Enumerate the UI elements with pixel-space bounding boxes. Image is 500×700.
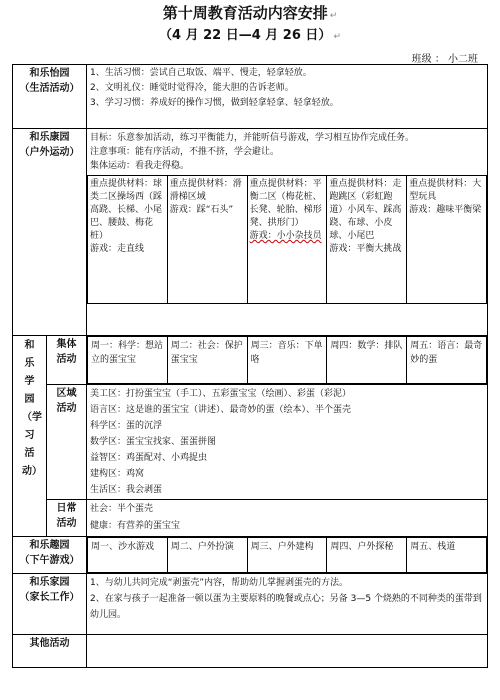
kangyuan-notice: 注意事项：能有序活动，不推不挤，学会避让。 [90,147,280,157]
kangyuan-group: 集体运动：看我走得稳。 [90,161,190,171]
day-cell: 周三：音乐：下单咯 [247,337,327,384]
day-cell: 周四：数学：排队 [327,337,407,384]
label-heyue: 和乐怡园 （生活活动） [13,65,87,129]
group-activity-days [87,336,488,385]
day-cell: 周三、户外建构 [247,538,327,573]
jiayuan-content [87,574,488,635]
area-item: 语言区：这是谁的蛋宝宝（讲述）、最奇妙的蛋（绘本）、半个蛋壳 [90,405,352,415]
kangyuan-content [87,129,488,336]
label-group-activity: 集体 活动 [47,336,87,385]
day-cell: 周四、户外探秘 [327,538,407,573]
daily-item: 社会：半个蛋壳 [90,504,154,514]
heyue-line: 3、学习习惯：养成好的操作习惯，做到轻拿轻拿、轻拿轻放。 [90,98,339,108]
area-activity-content [87,385,488,500]
label-jiayuan: 和乐家园 （家长工作） [13,574,87,635]
row-jiayuan [13,574,488,635]
group-days-grid [87,336,487,384]
day-cell: 周五：语言：最奇妙的蛋 [407,337,487,384]
day-cell: 周二、户外扮演 [167,538,247,573]
label-xueyuan: 和乐学园（学习活动） [13,336,47,537]
schedule-table [12,64,488,668]
quyuan-days [87,537,488,574]
heyue-line: 2、文明礼仪：睡觉时觉得冷，能大胆的告诉老师。 [90,83,294,93]
daily-activity-content [87,500,488,537]
material-cell: 重点提供材料：滑滑梯区域 游戏：踩“石头” [167,176,247,304]
kangyuan-goal: 目标：乐意参加活动，练习平衡能力，并能听信号游戏，学习相互协作完成任务。 [90,133,415,143]
row-xueyuan-daily [13,500,488,537]
day-cell: 周一：科学：想站立的蛋宝宝 [88,337,168,384]
label-quyuan: 和乐趣园 （下午游戏） [13,537,87,574]
area-item: 生活区：我会剥蛋 [90,485,163,495]
jiayuan-line: 1、与幼儿共同完成“剥蛋壳”内容，帮助幼儿掌握剥蛋壳的方法。 [90,578,349,588]
area-item: 数学区：蛋宝宝找家、蛋蛋拼图 [90,437,217,447]
material-cell: 重点提供材料：大型玩具 游戏：趣味平衡梁 [407,176,487,304]
material-cell: 重点提供材料：平衡二区（梅花桩、长凳、轮胎、梯形凳、拱形门） 游戏：小小杂技员 [247,176,327,304]
label-area-activity: 区域 活动 [47,385,87,500]
label-daily-activity: 日常 活动 [47,500,87,537]
page-subtitle: （4 月 22 日—4 月 26 日） ↵ [159,28,341,43]
row-other [13,635,488,668]
page-title: 第十周教育活动内容安排 ↵ [162,4,338,22]
quyuan-days-grid [87,537,487,573]
daily-item: 健康：有营养的蛋宝宝 [90,521,181,531]
day-cell: 周一、沙水游戏 [88,538,168,573]
material-cell: 重点提供材料：走跑跳区（彩虹跑道）小风车、踩高跷、布球、小皮球、小尾巴 游戏：平衡大挑战 [327,176,407,304]
area-item: 益智区：鸡蛋配对、小鸡捉虫 [90,453,208,463]
area-item: 科学区：蛋的沉浮 [90,421,163,431]
day-cell: 周二：社会：保护蛋宝宝 [167,337,247,384]
row-heyue [13,65,488,129]
heyue-content [87,65,488,129]
area-item: 美工区：打扮蛋宝宝（手工）、五彩蛋宝宝（绘画）、彩蛋（彩泥） [90,389,352,399]
label-kangyuan: 和乐康园 （户外运动） [13,129,87,336]
row-xueyuan-group [13,336,488,385]
heyue-line: 1、生活习惯：尝试自己取饭、端平、慢走，轻拿轻放。 [90,68,312,78]
row-kangyuan [13,129,488,336]
area-item: 建构区：鸡窝 [90,469,145,479]
material-cell: 重点提供材料：球类二区操场西（踩高跷、长梯、小尾巴、腰鼓、梅花桩） 游戏：走直线 [88,176,168,304]
label-other: 其他活动 [13,635,87,668]
row-quyuan [13,537,488,574]
class-label: 班级 ： 小二班 [411,54,478,65]
day-cell: 周五、栈道 [407,538,487,573]
row-xueyuan-area [13,385,488,500]
material-grid [87,175,487,304]
other-content [87,635,488,668]
jiayuan-line: 2、在家与孩子一起准备一顿以蛋为主要原料的晚餐或点心；另备 3—5 个烧熟的不同种类的蛋带到幼儿园。 [90,594,482,620]
